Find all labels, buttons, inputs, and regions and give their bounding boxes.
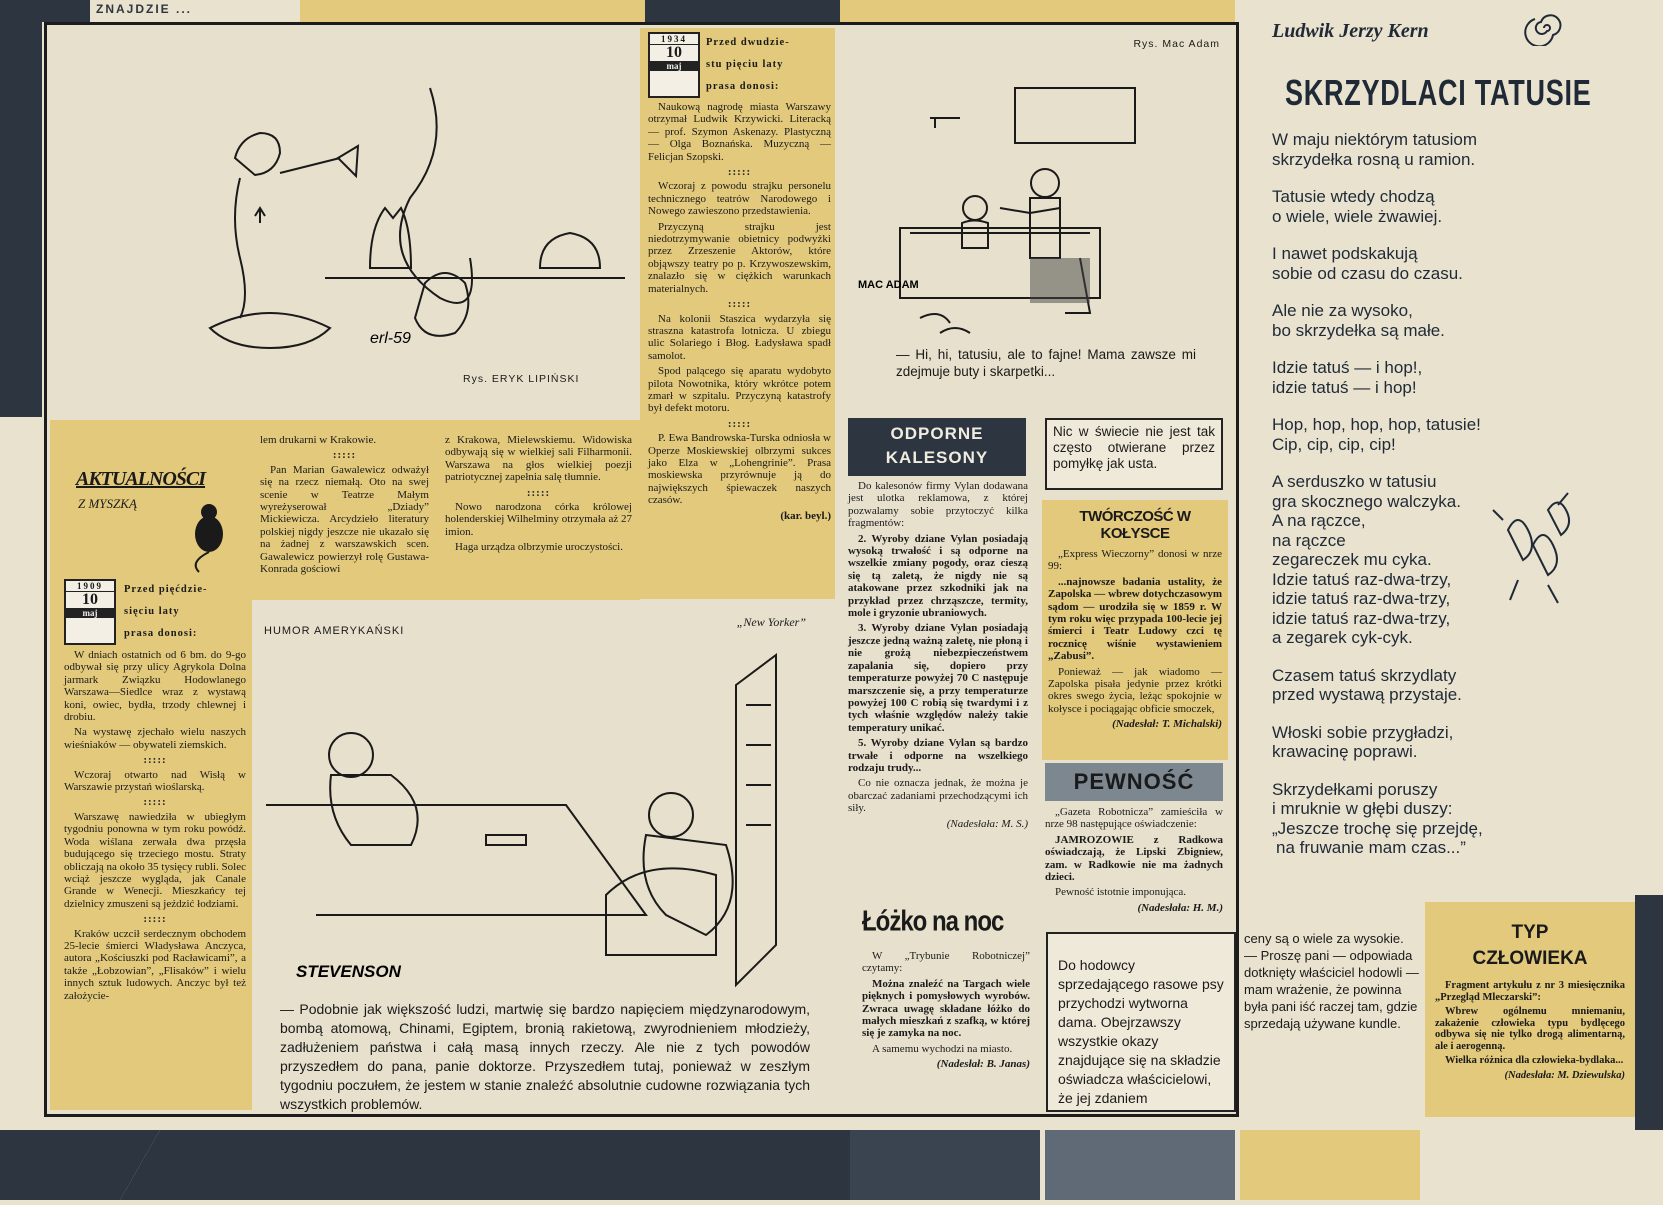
poem-stanza (1272, 780, 1572, 858)
poem-stanza (1272, 187, 1572, 226)
news-paragraph: Nowo narodzona córka królowej holenderskiej Wilhelminy otrzymała aż 27 imion. (445, 501, 632, 538)
nic-text: Nic w świecie nie jest tak często otwierane przez pomyłkę jak usta. (1053, 424, 1215, 471)
lozko-signature: (Nadesłał: B. Janas) (936, 1058, 1030, 1071)
poem-line: o wiele, wiele żwawiej. (1272, 206, 1443, 226)
poem-line: Idzie tatuś raz-dwa-trzy, (1272, 569, 1452, 589)
separator: ::::: (143, 796, 167, 809)
date-box-1934 (648, 32, 700, 98)
press-header-line1: Przed dwudzie- (706, 37, 790, 48)
poem-stanza (1272, 415, 1572, 454)
poem-stanza (1272, 358, 1572, 397)
kalesony-title-box (848, 418, 1026, 476)
hodowca-text-col1: Do hodowcy sprzedającego rasowe psy przychodzi wytworna dama. Obejrzawszy wszystkie okazy znajdujące się na składzie oświadcza właścicielowi, że jej zdaniem (1058, 957, 1224, 1106)
separator: ::::: (526, 486, 551, 499)
separator: ::::: (727, 166, 752, 179)
separator: ::::: (727, 417, 752, 430)
poem-line: idzie tatuś raz-dwa-trzy, (1272, 589, 1451, 608)
trousers-shading (1030, 258, 1090, 303)
kalesony-signature: (Nadesłała: M. S.) (946, 817, 1028, 830)
typ-signature: (Nadesłała: M. Dziewulska) (1504, 1069, 1625, 1081)
poem-stanza (1272, 723, 1572, 762)
lozko-title: Łóżko na noc (862, 905, 1004, 938)
typ-body: Wbrew ogólnemu mniemaniu, zakażenie człowieka typu bydlęcego odbywa się nie tylko drogą alimentarną, ale i aerogenną. (1435, 1006, 1625, 1052)
poem-line: sobie od czasu do czasu. (1272, 263, 1463, 283)
press-paragraph: P. Ewa Bandrowska-Turska odniosła w Operze Moskiewskiej olbrzymi sukces jako Elza w „Lohengrinie”. Prasa moskiewska przyrównuje ją do największych śpiewaczek naszych czasów. (648, 432, 831, 507)
hodowca-text-col2: ceny są o wiele za wysokie. — Proszę pani — odpowiada dotknięty właściciel hodowli — mam wrażenie, że powinna była pani iść raczej tam, gdzie sprzedają używane kundle. (1244, 931, 1419, 1031)
date-box-1909 (64, 579, 116, 645)
poem-line: na fruwanie mam czas...” (1276, 838, 1466, 857)
press-header-line1: Przed pięćdzie- (124, 584, 208, 595)
poem-line: zegareczek mu cyka. (1272, 550, 1432, 569)
poem-line: Włoski sobie przygładzi, (1272, 722, 1454, 742)
poem-line: na rączce (1272, 530, 1346, 550)
poem-stanza (1272, 130, 1572, 169)
stevenson-signature: STEVENSON (296, 962, 401, 981)
pewnosc-paragraph: JAMROZOWIE z Radkowa oświadczają, że Lipski Zbigniew, zam. w Radkowie nie ma żadnych dzieci. (1045, 833, 1223, 884)
date-year: 1934 (650, 34, 698, 45)
news-paragraph: Wczoraj otwarto nad Wisłą w Warszawie przystań wioślarską. (64, 768, 246, 794)
poem-line: Cip, cip, cip, cip! (1272, 434, 1396, 454)
press-header-line3: prasa donosi: (124, 628, 198, 639)
tworczosc-title: TWÓRCZOŚĆ W KOŁYSCE (1079, 508, 1191, 542)
news-paragraph: lem drukarni w Krakowie. (260, 434, 377, 446)
tworczosc-section (1042, 500, 1228, 760)
macadam-credit: Rys. Mac Adam (1133, 38, 1220, 50)
poem-stanza (1272, 301, 1572, 340)
typ-title-line2: CZŁOWIEKA (1472, 948, 1588, 969)
date-year: 1909 (66, 581, 114, 592)
tworczosc-paragraph: Ponieważ — jak wiadomo — Zapolska pisała jedynie przez krótki okres swego życia, leżąc spokojnie w kołysce i pociągając obficie smoczek, (1048, 665, 1222, 715)
masthead-fragment: ZNAJDZIE ... (96, 2, 193, 16)
kalesony-paragraph: Co nie oznacza jednak, że można je obarczać zadaniami przechodzącymi ich siły. (848, 777, 1028, 815)
aktualnosci-col1 (64, 649, 246, 1002)
aktualnosci-col2 (252, 420, 437, 600)
press-header-line2: stu pięciu laty (706, 59, 784, 70)
separator: ::::: (143, 913, 167, 926)
news-paragraph: Kraków uczcił serdecznym obchodem 25-lecie śmierci Władysława Anczyca, autora „Kościuszki pod Racławicami”, a także „Łobzowian”, „Flisaków” i wielu innych sztuk ludowych. Anczyc był też założycie- (64, 927, 246, 1002)
kalesony-title-line2: KALESONY (885, 448, 989, 467)
poem-line: A na rączce, (1272, 511, 1366, 530)
poem-line: skrzydełka rosną u ramion. (1272, 149, 1476, 169)
press-header-line2: sięciu laty (124, 606, 180, 617)
lozko-paragraph: W „Trybunie Robotniczej” czytamy: (862, 950, 1030, 975)
nic-box (1045, 418, 1223, 490)
aktualnosci-column (50, 420, 252, 1110)
lozko-text (862, 950, 1030, 1074)
poem-line: Idzie tatuś — i hop!, (1272, 358, 1423, 377)
lozko-paragraph: A samemu wychodzi na miasto. (872, 1042, 1013, 1055)
poem-line: I nawet podskakują (1272, 244, 1418, 263)
date-day: 10 (666, 44, 682, 61)
spiral-icon (1520, 10, 1568, 46)
humor-title: HUMOR AMERYKAŃSKI (264, 625, 405, 637)
separator: ::::: (143, 754, 167, 767)
top-color-strip (0, 0, 1663, 22)
pewnosc-title-box (1045, 763, 1223, 801)
snake-charmer-illustration (50, 28, 640, 413)
mouse-icon (179, 494, 239, 574)
poem-line: idzie tatuś raz-dwa-trzy, (1272, 608, 1451, 628)
press-paragraph: Naukową nagrodę miasta Warszawy otrzymał Ludwik Krzywicki. Literacką — prof. Szymon Askenazy. Plastyczną — Olga Boznańska. Muzyczną — Felicjan Szopski. (648, 101, 831, 163)
news-paragraph: Haga urządza olbrzymie uroczystości. (455, 541, 623, 554)
macadam-caption: — Hi, hi, tatusiu, ale to fajne! Mama zawsze mi zdejmuje buty i skarpetki... (896, 347, 1196, 379)
press-header-line3: prasa donosi: (706, 81, 780, 92)
poem-line: i mruknie w głębi duszy: (1272, 799, 1453, 818)
poem-line: W maju niektórym tatusiom (1272, 130, 1477, 149)
press-signature: (kar. beyl.) (780, 509, 831, 522)
typ-intro: Fragment artykułu z nr 3 miesięcznika „Przegląd Mleczarski”: (1435, 980, 1625, 1003)
pewnosc-paragraph: „Gazeta Robotnicza” zamieściła w nrze 98 następujące oświadczenie: (1045, 806, 1223, 831)
aktualnosci-title: AKTUALNOŚCI (76, 468, 206, 490)
psychiatrist-illustration (256, 645, 834, 1015)
winged-fathers-icon (1488, 490, 1588, 610)
typ-punch: Wielka różnica dla człowieka-bydlaka... (1445, 1055, 1624, 1066)
poem-line: idzie tatuś — i hop! (1272, 377, 1417, 397)
macadam-cartoon (840, 28, 1236, 398)
poem-title: SKRZYDLACI TATUSIE (1285, 72, 1592, 113)
poem-line: a zegarek cyk-cyk. (1272, 628, 1413, 647)
hodowca-box (1046, 932, 1236, 1112)
date-month: maj (650, 61, 698, 71)
poem-line: A serduszko w tatusiu (1272, 472, 1437, 491)
poem-stanza (1272, 244, 1572, 283)
typ-section (1425, 902, 1635, 1117)
poem-line: bo skrzydełka są małe. (1272, 320, 1445, 340)
poem-line: Skrzydełkami poruszy (1272, 779, 1438, 799)
poem-line: Tatusie wtedy chodzą (1272, 187, 1435, 206)
press-paragraph: Na kolonii Staszica wydarzyła się straszna katastrofa lotnicza. U zbiegu ulic Solariego i Błog. Ładysława spadł samolot. (648, 312, 831, 362)
bathtub-illustration (840, 58, 1236, 368)
pewnosc-title: PEWNOŚĆ (1073, 769, 1195, 794)
news-paragraph: Na wystawę zjechało wielu naszych wieśniaków — obywateli ziemskich. (64, 726, 246, 751)
news-paragraph: Warszawę nawiedziła w ubiegłym tygodniu ponowna w tym roku powódź. Woda wiślana zerwała dwa przęsła budującego się trzeciego mostu. Straty obliczają na około 35 tysięcy rubli. Solec wciąż jeszcze wygląda, jak Canale Grande w Wenecji. Mieszkańcy tej dzielnicy zmuszeni są jeździć łodziami. (64, 810, 246, 910)
kalesony-title-line1: ODPORNE (890, 424, 984, 443)
poem-line: Hop, hop, hop, hop, tatusie! (1272, 415, 1481, 434)
poem-line: Czasem tatuś skrzydlaty (1272, 665, 1457, 685)
kalesony-paragraph: 3. Wyroby dziane Vylan posiadają jeszcze jedną ważną zaletę, nie płoną i nie grożą niebezpieczeństwem zapalania się, dopiero przy temperaturze powyżej 70 C następuje marszczenie się, a przy temperaturze powyżej 100 C robią się twardymi i z tych właśnie względów należy takie temperatury unikać. (848, 622, 1028, 734)
kalesony-paragraph: 5. Wyroby dziane Vylan są bardzo trwałe i odporne na wszelkiego rodzaju trudy... (848, 737, 1028, 774)
kalesony-text (848, 480, 1028, 833)
macadam-signature: MAC ADAM (858, 279, 919, 291)
poem-author: Ludwik Jerzy Kern (1272, 20, 1429, 42)
poem-line: gra skocznego walczyka. (1272, 491, 1461, 511)
tworczosc-paragraph: „Express Wieczorny” donosi w nrze 99: (1048, 548, 1222, 573)
tworczosc-signature: (Nadesłał: T. Michalski) (1112, 718, 1222, 731)
separator: ::::: (727, 298, 752, 311)
pewnosc-text (1045, 806, 1223, 917)
news-paragraph: Pan Marian Gawalewicz odważył się na rzecz niemałą. Oto na swej scenie w Teatrze Małym wyreżyserował „Dziady” Mickiewicza. Arcydzieło literatury polskiej nigdy jeszcze nie ukazało się na żadnej z warszawskich scen. Gawalewicz powierzył rolę Gustawa-Konrada gościowi (260, 463, 429, 576)
aktualnosci-col3 (437, 420, 640, 600)
press-paragraph: Spod palącego się aparatu wydobyto pilota Nowotnika, który wkrótce potem zmarł w szpitalu. Przyczyną katastrofy był defekt motoru. (648, 365, 831, 415)
press-paragraph: Przyczyną strajku jest niedotrzymywanie obietnicy podwyżki przez Zrzeszenie Aktorów, które objąwszy teatry po p. Krzywoszewskim, znalazło się w ciężkich warunkach materialnych. (648, 220, 831, 295)
lipinski-cartoon (50, 28, 640, 413)
poem-line: przed wystawą przystaje. (1272, 685, 1462, 704)
lipinski-credit: Rys. ERYK LIPIŃSKI (463, 373, 580, 385)
date-day: 10 (82, 591, 98, 608)
lozko-paragraph: Można znaleźć na Targach wiele pięknych i pomysłowych wyrobów. Zwraca uwagę składane łóżko do małych mieszkań z szafką, w której się je zamyka na noc. (862, 977, 1030, 1040)
pewnosc-signature: (Nadesłała: H. M.) (1137, 901, 1223, 914)
lipinski-signature: erl-59 (370, 330, 411, 347)
kalesony-paragraph: Do kalesonów firmy Vylan dodawana jest ulotka reklamowa, z której pozwalamy sobie przytoczyć kilka fragmentów: (848, 480, 1028, 530)
news-paragraph: z Krakowa, Mielewskiemu. Widowiska odbywają się w wielkiej sali Filharmonii. Warszawa na głos wielkiej poezji patriotycznej zapełnia salę tłumnie. (445, 434, 632, 484)
poem-stanza (1272, 666, 1572, 705)
bottom-strip-svg (0, 1130, 1663, 1200)
poem-line: krawacinę poprawi. (1272, 742, 1418, 761)
left-edge-band (0, 22, 42, 417)
pewnosc-paragraph: Pewność istotnie imponująca. (1055, 886, 1187, 899)
aktualnosci-logo (64, 424, 246, 579)
date-month: maj (66, 608, 114, 618)
poem-line: „Jeszcze trochę się przejdę, (1272, 818, 1483, 838)
bottom-color-strip (0, 1130, 1663, 1200)
press-1934-column (640, 28, 835, 599)
press-1934-text (648, 101, 831, 522)
typ-title-line1: TYP (1511, 922, 1549, 943)
news-paragraph: W dniach ostatnich od 6 bm. do 9-go odbywał się przy ulicy Agrykola Dolna jarmark Związku Hodowlanego Warszawa—Siedlce wraz z wystawą koni, owiec, bydła, trzody chlewnej i drobiu. (64, 649, 246, 724)
separator: ::::: (332, 449, 357, 462)
humor-source: „New Yorker” (736, 615, 806, 629)
aktualnosci-subtitle: Z MYSZKĄ (78, 496, 137, 511)
kalesony-paragraph: 2. Wyroby dziane Vylan posiadają wysoką trwałość i są odporne na wszelkie zmiany pogody, oraz cieszą się tą zaletą, że nigdy nie są atakowane przez szkodniki jak na przykład przez chrząszcze, termity, mole i gryzonie ubraniowych. (848, 532, 1028, 620)
humor-caption: — Podobnie jak większość ludzi, martwię się bardzo napięciem międzynarodowym, bombą atomową, Chinami, Egiptem, bronią rakietową, zwyrodnieniem młodzieży, zadłużeniem państwa i całą masą innych rzeczy. Ale nie z tych powodów przyszedłem do pana, panie doktorze. Przyszedłem tutaj, ponieważ w zeszłym tygodniu poczułem, że jestem w stanie znaleźć absolutnie cudowne rozwiązania tych wszystkich problemów. (280, 1001, 810, 1112)
press-paragraph: Wczoraj z powodu strajku personelu technicznego teatrów Narodowego i Nowego zawieszono przedstawienia. (648, 180, 831, 218)
poem-line: Ale nie za wysoko, (1272, 301, 1413, 320)
tworczosc-paragraph: ...najnowsze badania ustality, że Zapolska — wbrew dotychczasowym sądom — urodziła się w 1859 r. W tym roku więc przypada 100-lecie jej śmierci i Teatr Ludowy czci tę rocznicę wiśnie wystawieniem „Zabusi”. (1048, 575, 1222, 663)
humor-section (256, 605, 834, 1115)
